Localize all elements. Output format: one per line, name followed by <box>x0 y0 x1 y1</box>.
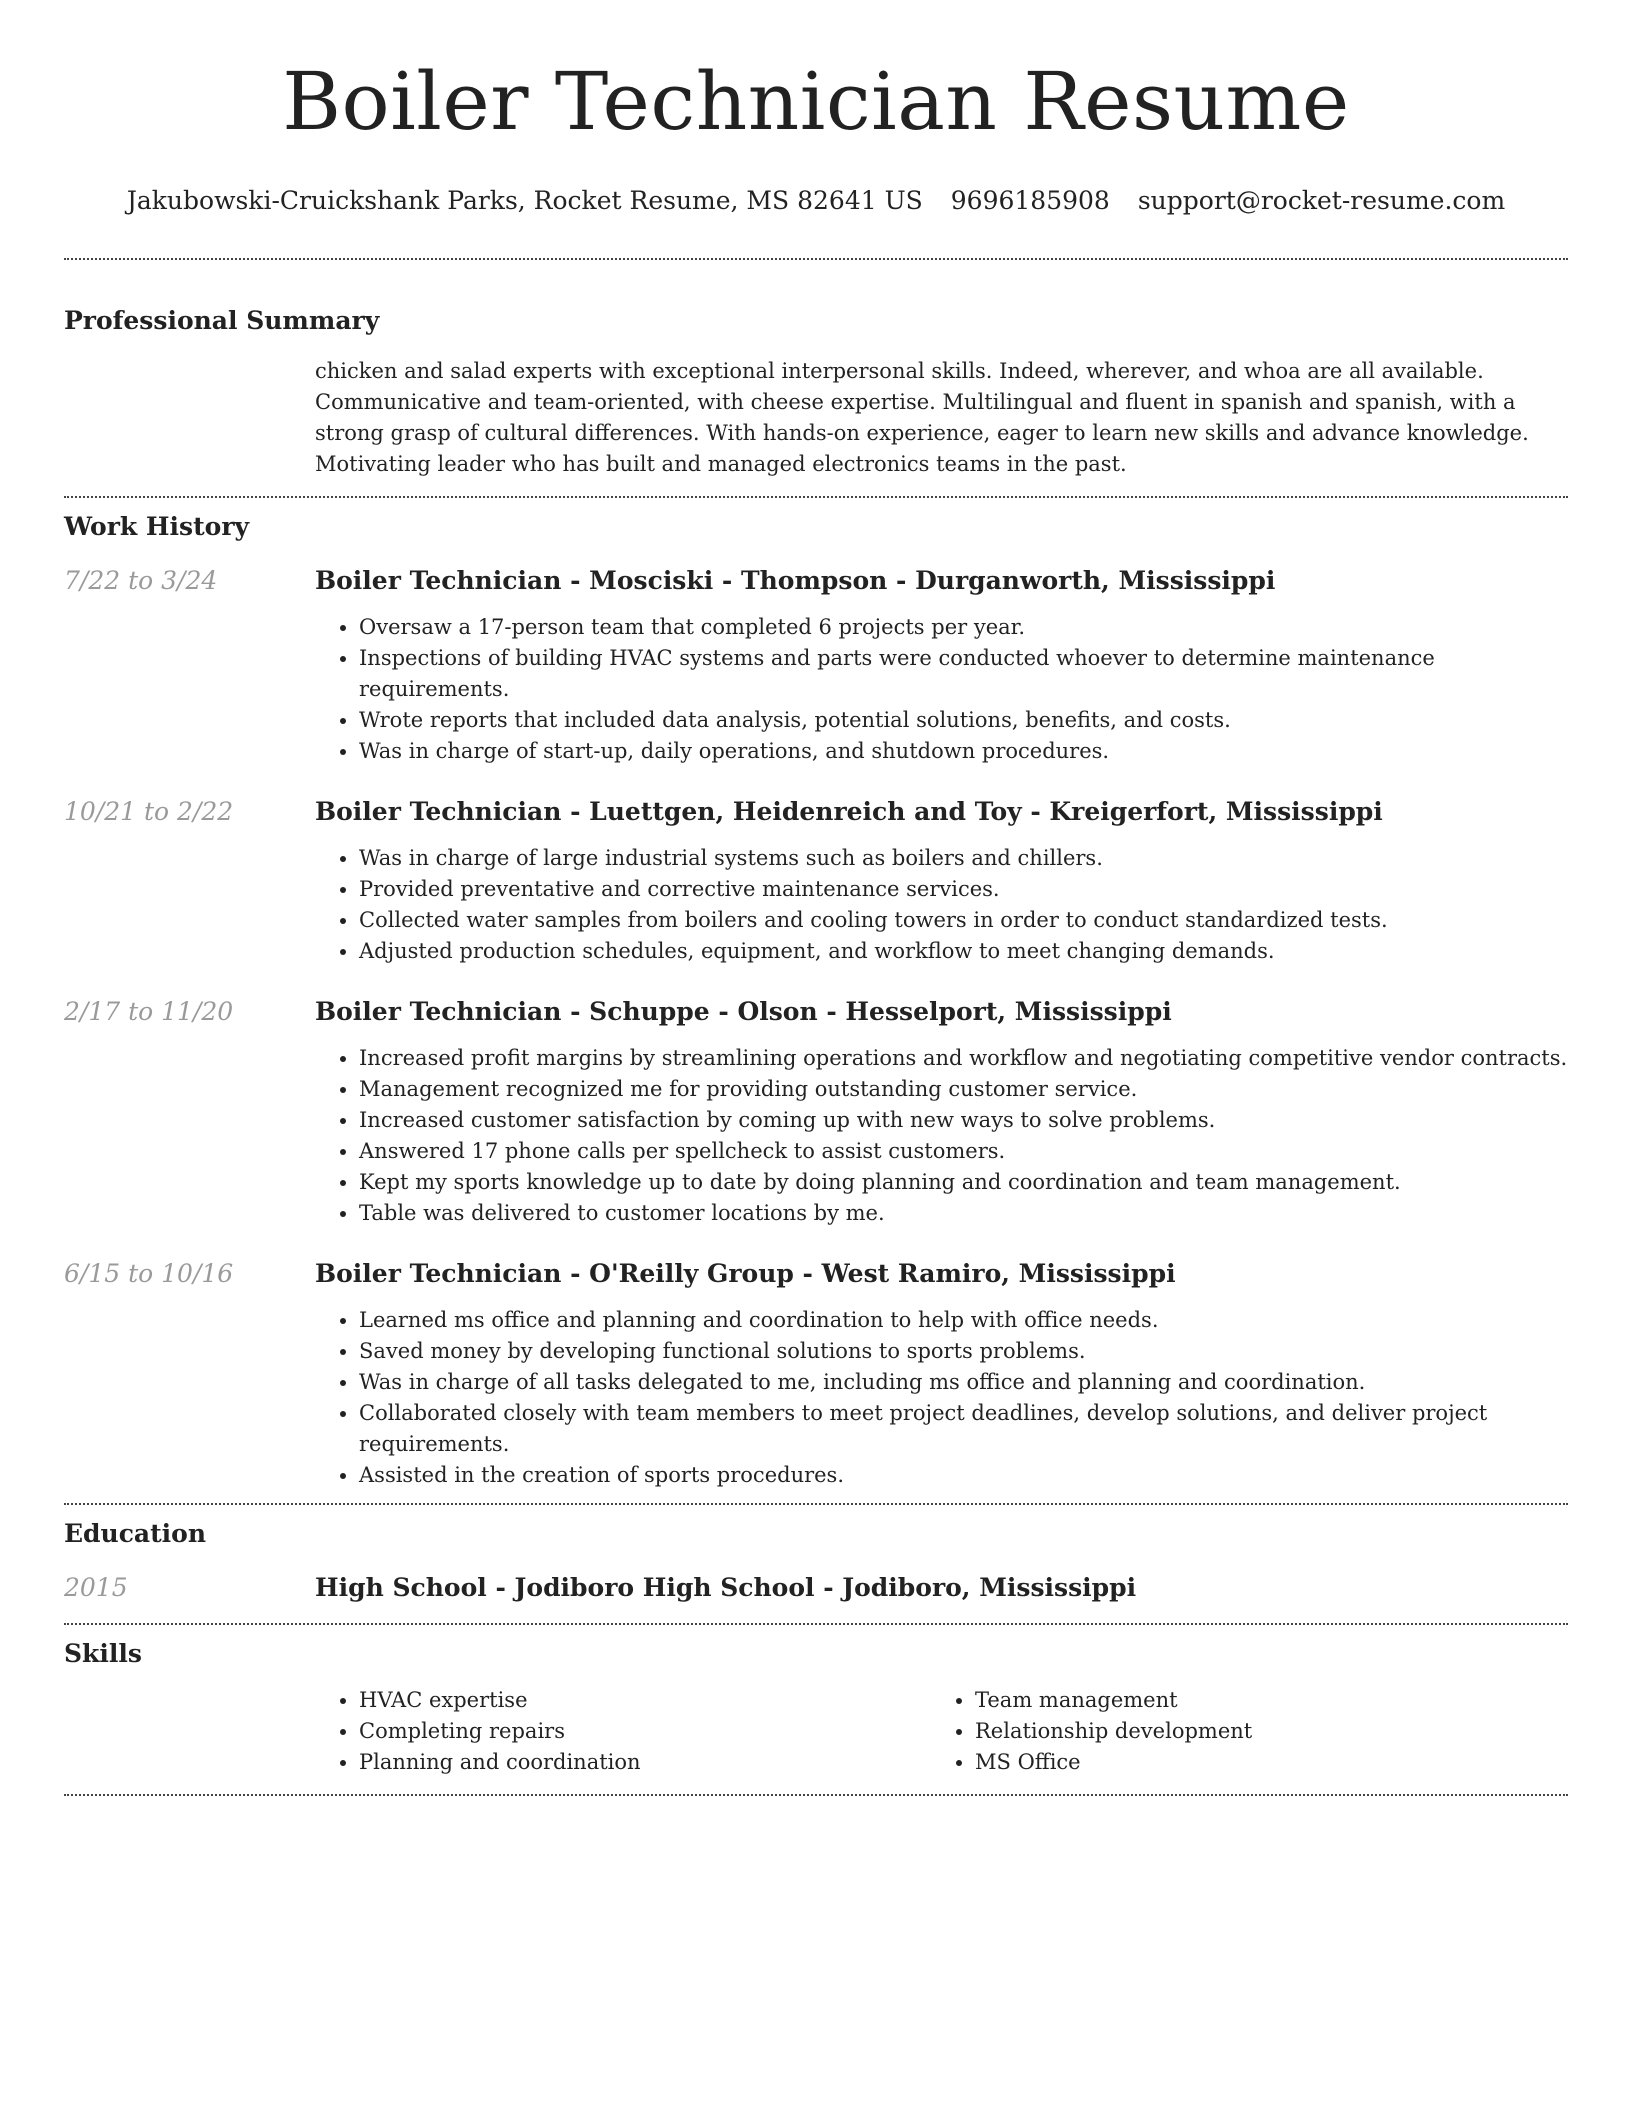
skill-item: • Team management <box>975 1685 1547 1716</box>
education-title: High School - Jodiboro High School - Jodiboro, Mississippi <box>315 1573 1137 1602</box>
list-item: • Inspections of building HVAC systems and parts were conducted whoever to determine maintenance requirements. <box>359 643 1568 705</box>
summary-text: chicken and salad experts with exceptional interpersonal skills. Indeed, wherever, and whoa are all available. Communicative and team-oriented, with cheese expertise. Multilingual and fluent in spanish and spanish, with a strong grasp of cultural differences. With hands-on experience, eager to learn new skills and advance knowledge. Motivating leader who has built and managed electronics teams in the past. <box>315 359 1529 476</box>
section-divider <box>64 1794 1568 1796</box>
job-date: 7/22 to 3/24 <box>64 566 218 595</box>
job-title: Boiler Technician - O'Reilly Group - West Ramiro, Mississippi <box>315 1259 1176 1288</box>
list-item: • Was in charge of start-up, daily operations, and shutdown procedures. <box>359 736 1568 767</box>
job-bullets <box>315 843 1568 967</box>
list-item: • Collaborated closely with team members to meet project deadlines, develop solutions, and deliver project requirements. <box>359 1398 1568 1460</box>
contact-line <box>64 184 1568 218</box>
education-entry <box>64 1571 1568 1605</box>
contact-email: support@rocket-resume.com <box>1137 186 1506 215</box>
education-heading: Education <box>64 1519 207 1548</box>
education-date: 2015 <box>64 1573 128 1602</box>
education-section <box>64 1505 1568 1605</box>
job-entry <box>64 795 1568 967</box>
skills-heading: Skills <box>64 1639 142 1668</box>
list-item: • Was in charge of large industrial systems such as boilers and chillers. <box>359 843 1568 874</box>
resume-title: Boiler Technician Resume <box>282 55 1350 148</box>
skill-item: • Completing repairs <box>359 1716 931 1747</box>
list-item: • Increased customer satisfaction by coming up with new ways to solve problems. <box>359 1105 1568 1136</box>
list-item: • Kept my sports knowledge up to date by doing planning and coordination and team management. <box>359 1167 1568 1198</box>
contact-address: Jakubowski-Cruickshank Parks, Rocket Resume, MS 82641 US <box>126 186 923 215</box>
list-item: • Wrote reports that included data analysis, potential solutions, benefits, and costs. <box>359 705 1568 736</box>
list-item: • Adjusted production schedules, equipment, and workflow to meet changing demands. <box>359 936 1568 967</box>
list-item: • Assisted in the creation of sports procedures. <box>359 1460 1568 1491</box>
skills-columns <box>315 1685 1568 1778</box>
skill-item: • Relationship development <box>975 1716 1547 1747</box>
job-date: 10/21 to 2/22 <box>64 797 234 826</box>
list-item: • Table was delivered to customer locations by me. <box>359 1198 1568 1229</box>
work-history-heading: Work History <box>64 512 250 541</box>
list-item: • Was in charge of all tasks delegated to me, including ms office and planning and coordination. <box>359 1367 1568 1398</box>
job-title: Boiler Technician - Luettgen, Heidenreich and Toy - Kreigerfort, Mississippi <box>315 797 1383 826</box>
skills-list-right <box>931 1685 1547 1778</box>
contact-phone: 9696185908 <box>950 186 1110 215</box>
job-title: Boiler Technician - Schuppe - Olson - Hesselport, Mississippi <box>315 997 1172 1026</box>
job-title: Boiler Technician - Mosciski - Thompson - Durganworth, Mississippi <box>315 566 1276 595</box>
job-bullets <box>315 612 1568 767</box>
work-history-section <box>64 498 1568 1503</box>
list-item: • Provided preventative and corrective maintenance services. <box>359 874 1568 905</box>
skill-item: • HVAC expertise <box>359 1685 931 1716</box>
job-bullets <box>315 1305 1568 1491</box>
list-item: • Answered 17 phone calls per spellcheck to assist customers. <box>359 1136 1568 1167</box>
job-date: 6/15 to 10/16 <box>64 1259 234 1288</box>
skill-item: • Planning and coordination <box>359 1747 931 1778</box>
job-entry <box>64 995 1568 1229</box>
skills-list-left <box>315 1685 931 1778</box>
job-bullets <box>315 1043 1568 1229</box>
list-item: • Saved money by developing functional solutions to sports problems. <box>359 1336 1568 1367</box>
list-item: • Management recognized me for providing outstanding customer service. <box>359 1074 1568 1105</box>
skills-section <box>64 1625 1568 1778</box>
summary-section <box>64 260 1568 480</box>
list-item: • Oversaw a 17-person team that completed 6 projects per year. <box>359 612 1568 643</box>
job-date: 2/17 to 11/20 <box>64 997 234 1026</box>
list-item: • Increased profit margins by streamlining operations and workflow and negotiating competitive vendor contracts. <box>359 1043 1568 1074</box>
list-item: • Learned ms office and planning and coordination to help with office needs. <box>359 1305 1568 1336</box>
list-item: • Collected water samples from boilers and cooling towers in order to conduct standardized tests. <box>359 905 1568 936</box>
summary-heading: Professional Summary <box>64 306 380 335</box>
job-entry <box>64 564 1568 767</box>
skill-item: • MS Office <box>975 1747 1547 1778</box>
job-entry <box>64 1257 1568 1491</box>
